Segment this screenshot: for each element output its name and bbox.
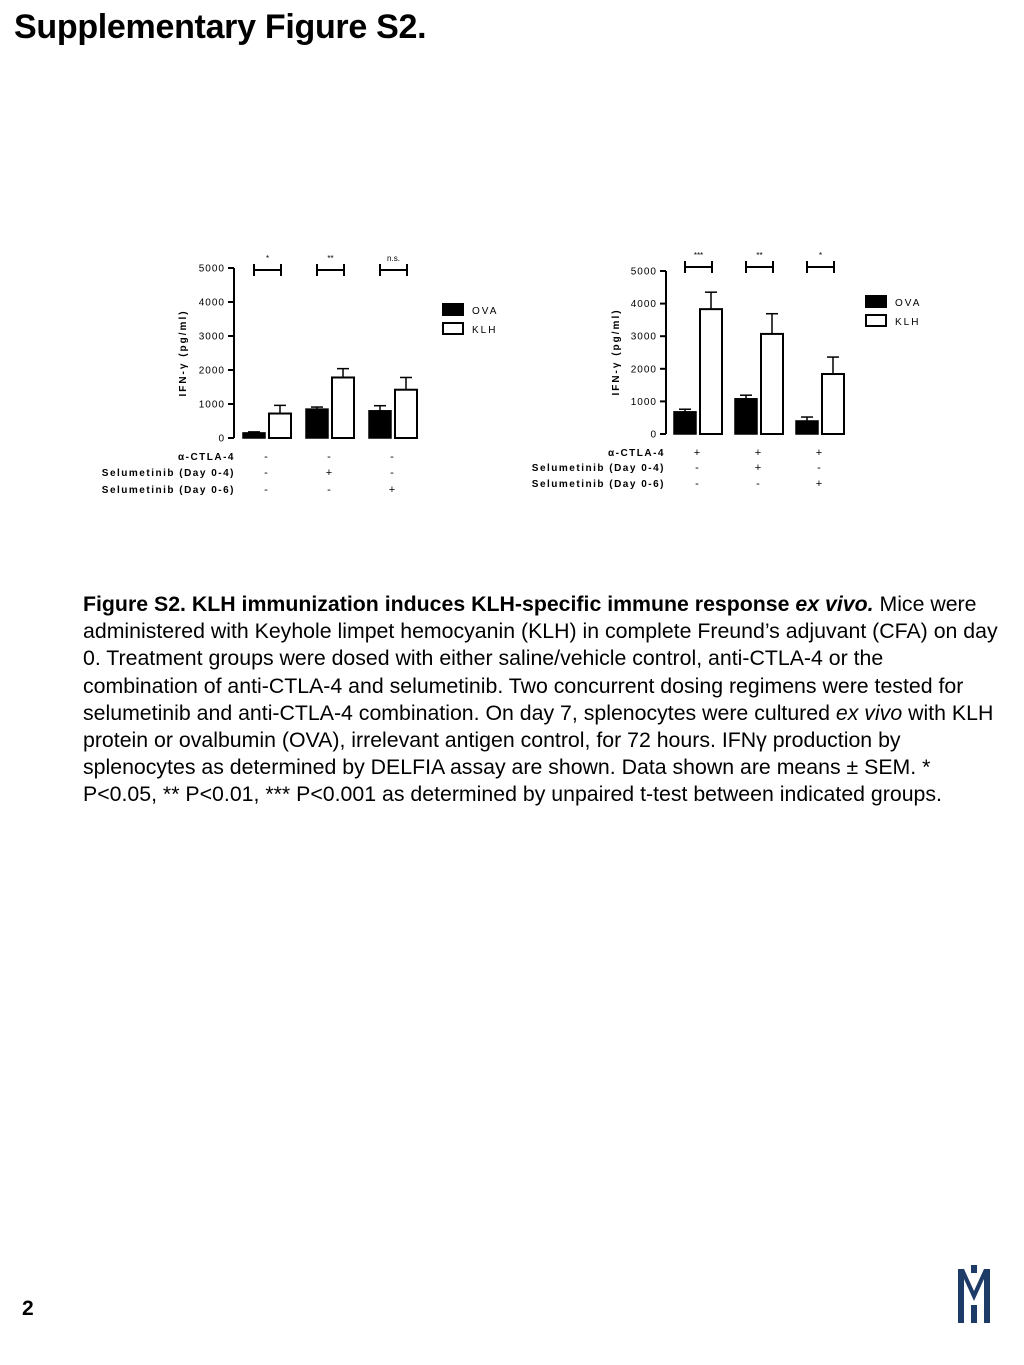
- legend-label: OVA: [472, 306, 499, 317]
- condition-mark: -: [390, 451, 394, 463]
- y-tick-label: 3000: [630, 331, 657, 343]
- bar-klh: [700, 309, 722, 434]
- institution-logo-icon: [954, 1265, 994, 1325]
- condition-mark: -: [695, 478, 699, 490]
- condition-mark: -: [264, 451, 268, 463]
- y-tick-label: 1000: [198, 399, 225, 411]
- y-tick-label: 4000: [630, 299, 657, 311]
- condition-mark: +: [815, 447, 823, 459]
- chart-right-panel: [0, 0, 1024, 520]
- condition-mark: -: [327, 451, 331, 463]
- condition-label: α-CTLA-4: [607, 448, 665, 459]
- condition-mark: +: [693, 447, 701, 459]
- condition-mark: +: [388, 484, 396, 496]
- caption-italic-1: ex vivo: [835, 700, 903, 725]
- y-tick-label: 0: [650, 429, 657, 441]
- condition-mark: +: [815, 478, 823, 490]
- condition-mark: -: [264, 467, 268, 479]
- significance-label: *: [818, 251, 823, 260]
- condition-label: Selumetinib (Day 0-6): [531, 479, 665, 490]
- significance-label: n.s.: [387, 254, 400, 263]
- y-tick-label: 2000: [630, 364, 657, 376]
- condition-mark: -: [327, 484, 331, 496]
- significance-bracket: [807, 261, 834, 273]
- y-tick-label: 2000: [198, 365, 225, 377]
- condition-label: Selumetinib (Day 0-4): [101, 468, 235, 479]
- condition-mark: -: [264, 484, 268, 496]
- condition-label: Selumetinib (Day 0-6): [101, 485, 235, 496]
- condition-label: α-CTLA-4: [177, 452, 235, 463]
- significance-label: ***: [693, 251, 704, 260]
- condition-mark: -: [390, 467, 394, 479]
- condition-mark: +: [754, 462, 762, 474]
- significance-bracket: [685, 261, 712, 273]
- significance-label: **: [756, 251, 763, 260]
- y-axis-label: IFN-γ (pg/ml): [178, 309, 189, 397]
- y-tick-label: 3000: [198, 331, 225, 343]
- caption-title: Figure S2. KLH immunization induces KLH-specific immune response ex vivo.: [83, 592, 874, 616]
- figure-caption: [83, 591, 998, 809]
- bar-ova: [674, 412, 696, 434]
- legend-swatch: [866, 296, 886, 307]
- legend-label: KLH: [895, 317, 921, 328]
- y-tick-label: 4000: [198, 297, 225, 309]
- bar-klh: [822, 374, 844, 434]
- page-title: Supplementary Figure S2.: [14, 8, 427, 46]
- legend-swatch: [866, 315, 886, 326]
- legend-label: KLH: [472, 325, 498, 336]
- significance-label: **: [327, 254, 334, 263]
- condition-mark: -: [817, 462, 821, 474]
- condition-mark: -: [756, 478, 760, 490]
- y-tick-label: 5000: [630, 266, 657, 278]
- page-number: 2: [22, 1297, 34, 1320]
- caption-title-italic: ex vivo.: [795, 592, 874, 616]
- significance-bracket: [746, 261, 773, 273]
- legend-label: OVA: [895, 298, 922, 309]
- bar-ova: [796, 421, 818, 434]
- significance-label: *: [265, 254, 270, 263]
- condition-mark: +: [754, 447, 762, 459]
- caption-text-1: Mice were administered with Keyhole limpet hemocyanin (KLH) in complete Freund’s adjuvant (CFA) on day 0. Treatment groups were dosed with either saline/vehicle control, anti-CTLA-4 or the combination of anti-CTLA-4 and selumetinib. Two concurrent dosing regimens were tested for selumetinib and anti-CTLA-4 combination. On day 7, splenocytes were cultured: [83, 592, 998, 725]
- y-tick-label: 0: [218, 433, 225, 445]
- condition-label: Selumetinib (Day 0-4): [531, 463, 665, 474]
- y-tick-label: 5000: [198, 263, 225, 275]
- condition-mark: -: [695, 462, 699, 474]
- bar-ova: [735, 399, 757, 434]
- condition-mark: +: [325, 467, 333, 479]
- y-axis-label: IFN-γ (pg/ml): [611, 308, 622, 396]
- y-tick-label: 1000: [630, 396, 657, 408]
- caption-text-2: with KLH protein or ovalbumin (OVA), irrelevant antigen control, for 72 hours. IFNγ production by splenocytes as determined by DELFIA assay are shown. Data shown are means ± SEM. * P<0.05, ** P<0.01, *** P<0.001 as determined by unpaired t-test between indicated groups.: [83, 700, 994, 807]
- bar-klh: [761, 334, 783, 434]
